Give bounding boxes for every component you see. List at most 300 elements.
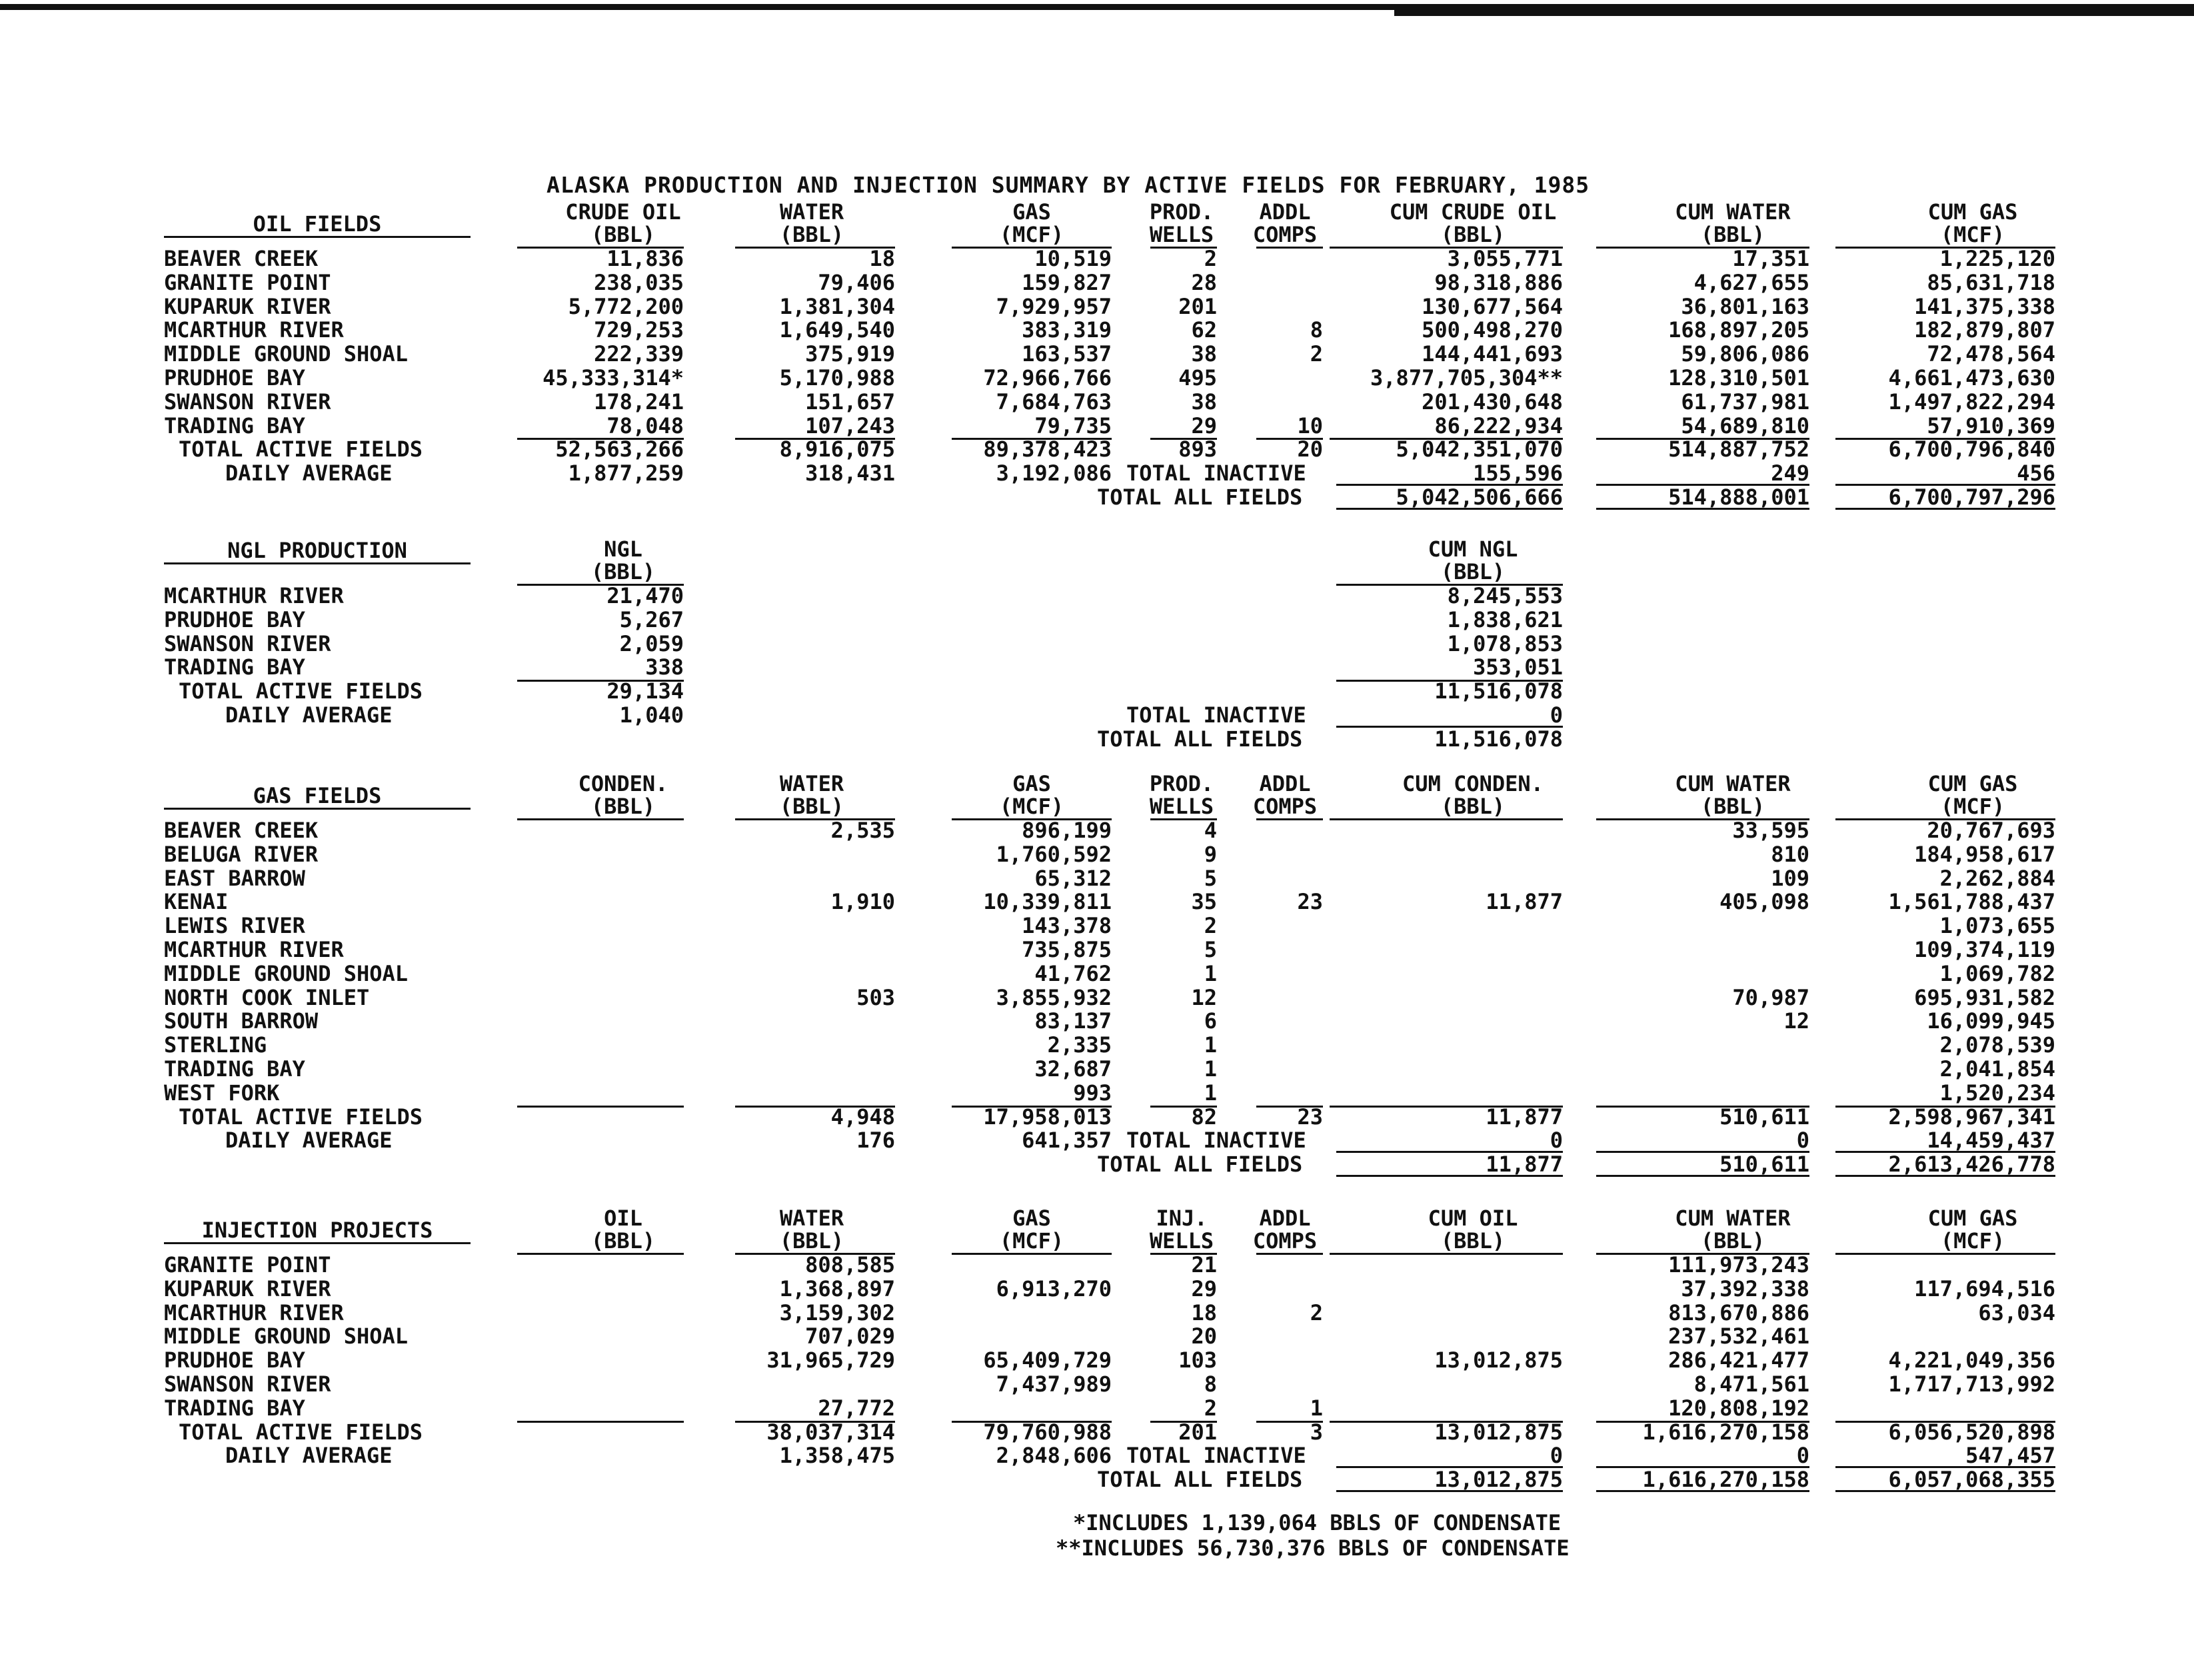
- total-value: 11,877: [1486, 1104, 1563, 1130]
- header-rule: [952, 1253, 1112, 1255]
- cell-value: 1,225,120: [1939, 246, 2055, 271]
- cell-value: 5: [1204, 937, 1217, 962]
- total-rule: [517, 1106, 684, 1108]
- cell-value: 7,437,989: [996, 1371, 1112, 1397]
- cell-value: 1,078,853: [1447, 630, 1563, 656]
- cell-value: 222,339: [594, 341, 684, 367]
- total-value: 13,012,875: [1434, 1419, 1563, 1445]
- column-unit: WELLS: [1149, 1228, 1214, 1254]
- field-name: EAST BARROW: [164, 865, 305, 891]
- column-header: ADDL: [1259, 1206, 1311, 1231]
- column-header: GAS: [1012, 199, 1051, 225]
- section-heading: NGL PRODUCTION: [164, 538, 471, 564]
- daily-value: 1,040: [619, 702, 684, 728]
- cell-value: 72,478,564: [1927, 341, 2055, 367]
- header-rule: [1256, 247, 1323, 249]
- cell-value: 2: [1204, 1395, 1217, 1421]
- column-header: CUM WATER: [1675, 199, 1791, 225]
- cell-value: 18: [869, 246, 895, 271]
- cell-value: 103: [1178, 1347, 1217, 1373]
- cell-value: 338: [645, 654, 684, 680]
- cell-value: 4,661,473,630: [1888, 365, 2055, 391]
- field-name: SWANSON RIVER: [164, 1371, 331, 1397]
- total-value: 38,037,314: [766, 1419, 895, 1445]
- cell-value: 12: [1191, 984, 1217, 1010]
- section-heading: OIL FIELDS: [164, 212, 471, 238]
- cell-value: 1,368,897: [779, 1275, 895, 1301]
- report-title: ALASKA PRODUCTION AND INJECTION SUMMARY BY ACTIVE FIELDS FOR FEBRUARY, 1985: [547, 172, 1590, 198]
- cell-value: 6: [1204, 1008, 1217, 1034]
- cell-value: 85,631,718: [1927, 269, 2055, 295]
- column-header: CUM NGL: [1428, 536, 1518, 562]
- total-value: 2,598,967,341: [1888, 1104, 2055, 1130]
- cell-value: 182,879,807: [1914, 317, 2055, 343]
- field-name: TRADING BAY: [164, 654, 305, 680]
- daily-label: DAILY AVERAGE: [225, 702, 393, 728]
- total-value: 89,378,423: [983, 436, 1112, 462]
- column-unit: (MCF): [1940, 794, 2005, 819]
- all-value: 5,042,506,666: [1396, 484, 1563, 510]
- total-rule: [517, 1421, 684, 1423]
- cell-value: 6,913,270: [996, 1275, 1112, 1301]
- cell-value: 57,910,369: [1927, 413, 2055, 438]
- cell-value: 7,684,763: [996, 389, 1112, 415]
- total-value: 79,760,988: [983, 1419, 1112, 1445]
- cell-value: 735,875: [1022, 937, 1112, 962]
- field-name: PRUDHOE BAY: [164, 606, 305, 632]
- cell-value: 23: [1297, 889, 1323, 915]
- column-header: OIL: [604, 1206, 642, 1231]
- cell-value: 130,677,564: [1422, 293, 1563, 319]
- cell-value: 9: [1204, 841, 1217, 867]
- column-header: CUM WATER: [1675, 771, 1791, 796]
- total-value: 17,958,013: [983, 1104, 1112, 1130]
- cell-value: 201,430,648: [1422, 389, 1563, 415]
- field-name: PRUDHOE BAY: [164, 365, 305, 391]
- cell-value: 61,737,981: [1681, 389, 1809, 415]
- column-unit: (BBL): [590, 1228, 656, 1254]
- column-header: PROD.: [1149, 771, 1214, 796]
- all-value: 6,057,068,355: [1888, 1467, 2055, 1493]
- cell-value: 8: [1204, 1371, 1217, 1397]
- cell-value: 10: [1297, 413, 1323, 438]
- column-unit: (BBL): [590, 559, 656, 584]
- field-name: MCARTHUR RIVER: [164, 583, 344, 608]
- all-rule: [1835, 1490, 2055, 1492]
- header-rule: [1256, 1253, 1323, 1255]
- total-value: 1,616,270,158: [1642, 1419, 1809, 1445]
- column-header: PROD.: [1149, 199, 1214, 225]
- field-name: PRUDHOE BAY: [164, 1347, 305, 1373]
- total-value: 3: [1310, 1419, 1323, 1445]
- column-header: ADDL: [1259, 771, 1311, 796]
- all-rule: [1336, 1175, 1563, 1177]
- cell-value: 2,335: [1047, 1032, 1112, 1058]
- cell-value: 83,137: [1034, 1008, 1112, 1034]
- all-value: 514,888,001: [1668, 484, 1809, 510]
- cell-value: 2,078,539: [1939, 1032, 2055, 1058]
- field-name: SWANSON RIVER: [164, 630, 331, 656]
- field-name: SOUTH BARROW: [164, 1008, 319, 1034]
- cell-value: 111,973,243: [1668, 1252, 1809, 1277]
- cell-value: 1,561,788,437: [1888, 889, 2055, 915]
- total-inactive-label: TOTAL INACTIVE: [1126, 1128, 1306, 1154]
- cell-value: 184,958,617: [1914, 841, 2055, 867]
- cell-value: 38: [1191, 341, 1217, 367]
- field-name: MIDDLE GROUND SHOAL: [164, 1323, 409, 1349]
- all-rule: [1835, 508, 2055, 510]
- field-name: KUPARUK RIVER: [164, 1275, 331, 1301]
- cell-value: 2: [1310, 1299, 1323, 1325]
- inactive-value: 0: [1550, 702, 1563, 728]
- daily-value: 2,848,606: [996, 1443, 1112, 1469]
- inactive-value: 155,596: [1473, 460, 1563, 486]
- column-unit: (BBL): [1440, 222, 1506, 247]
- cell-value: 159,827: [1022, 269, 1112, 295]
- cell-value: 20,767,693: [1927, 818, 2055, 843]
- field-name: BELUGA RIVER: [164, 841, 319, 867]
- cell-value: 4,627,655: [1693, 269, 1809, 295]
- cell-value: 5,170,988: [779, 365, 895, 391]
- cell-value: 1,073,655: [1939, 913, 2055, 939]
- inactive-value: 249: [1771, 460, 1809, 486]
- field-name: MIDDLE GROUND SHOAL: [164, 960, 409, 986]
- cell-value: 1,838,621: [1447, 606, 1563, 632]
- cell-value: 21,470: [606, 583, 684, 608]
- total-label: TOTAL ACTIVE FIELDS: [179, 436, 423, 462]
- cell-value: 1,497,822,294: [1888, 389, 2055, 415]
- total-value: 11,516,078: [1434, 678, 1563, 704]
- column-unit: WELLS: [1149, 222, 1214, 247]
- column-unit: (BBL): [1440, 794, 1506, 819]
- total-value: 23: [1297, 1104, 1323, 1130]
- cell-value: 729,253: [594, 317, 684, 343]
- cell-value: 5,772,200: [568, 293, 684, 319]
- cell-value: 120,808,192: [1668, 1395, 1809, 1421]
- field-name: TRADING BAY: [164, 1056, 305, 1082]
- field-name: BEAVER CREEK: [164, 246, 319, 271]
- field-name: GRANITE POINT: [164, 1252, 331, 1277]
- cell-value: 144,441,693: [1422, 341, 1563, 367]
- cell-value: 10,519: [1034, 246, 1112, 271]
- total-value: 6,700,796,840: [1888, 436, 2055, 462]
- column-header: CUM CONDEN.: [1402, 771, 1544, 796]
- cell-value: 29: [1191, 413, 1217, 438]
- field-name: SWANSON RIVER: [164, 389, 331, 415]
- field-name: MIDDLE GROUND SHOAL: [164, 341, 409, 367]
- cell-value: 70,987: [1732, 984, 1809, 1010]
- column-header: INJ.: [1156, 1206, 1208, 1231]
- all-value: 510,611: [1719, 1152, 1809, 1178]
- cell-value: 8,245,553: [1447, 583, 1563, 608]
- cell-value: 35: [1191, 889, 1217, 915]
- total-label: TOTAL ACTIVE FIELDS: [179, 1419, 423, 1445]
- column-header: CUM GAS: [1927, 199, 2018, 225]
- column-header: WATER: [779, 771, 844, 796]
- daily-label: DAILY AVERAGE: [225, 1443, 393, 1469]
- cell-value: 383,319: [1022, 317, 1112, 343]
- total-value: 20: [1297, 436, 1323, 462]
- cell-value: 286,421,477: [1668, 1347, 1809, 1373]
- column-unit: (BBL): [779, 794, 844, 819]
- total-inactive-label: TOTAL INACTIVE: [1126, 460, 1306, 486]
- cell-value: 707,029: [805, 1323, 895, 1349]
- cell-value: 813,670,886: [1668, 1299, 1809, 1325]
- column-unit: (BBL): [1440, 1228, 1506, 1254]
- all-value: 2,613,426,778: [1888, 1152, 2055, 1178]
- header-rule: [1330, 1253, 1563, 1255]
- all-value: 6,700,797,296: [1888, 484, 2055, 510]
- cell-value: 810: [1771, 841, 1809, 867]
- cell-value: 12: [1783, 1008, 1809, 1034]
- cell-value: 500,498,270: [1422, 317, 1563, 343]
- cell-value: 993: [1073, 1080, 1112, 1106]
- cell-value: 72,966,766: [983, 365, 1112, 391]
- all-value: 11,877: [1486, 1152, 1563, 1178]
- top-border: [0, 0, 2194, 20]
- cell-value: 63,034: [1978, 1299, 2055, 1325]
- all-rule: [1596, 1175, 1809, 1177]
- cell-value: 11,836: [606, 246, 684, 271]
- total-value: 4,948: [830, 1104, 895, 1130]
- daily-value: 1,358,475: [779, 1443, 895, 1469]
- cell-value: 1: [1204, 1080, 1217, 1106]
- cell-value: 2: [1204, 246, 1217, 271]
- cell-value: 29: [1191, 1275, 1217, 1301]
- total-all-label: TOTAL ALL FIELDS: [1097, 1467, 1303, 1493]
- cell-value: 151,657: [805, 389, 895, 415]
- field-name: WEST FORK: [164, 1080, 280, 1106]
- total-value: 893: [1178, 436, 1217, 462]
- cell-value: 7,929,957: [996, 293, 1112, 319]
- cell-value: 141,375,338: [1914, 293, 2055, 319]
- column-unit: (MCF): [1940, 222, 2005, 247]
- cell-value: 503: [856, 984, 895, 1010]
- cell-value: 45,333,314*: [543, 365, 684, 391]
- field-name: TRADING BAY: [164, 413, 305, 438]
- cell-value: 10,339,811: [983, 889, 1112, 915]
- column-unit: (BBL): [1700, 1228, 1765, 1254]
- inactive-value: 0: [1550, 1443, 1563, 1469]
- header-rule: [1256, 818, 1323, 820]
- header-rule: [1835, 1253, 2055, 1255]
- column-header: CONDEN.: [578, 771, 668, 796]
- cell-value: 117,694,516: [1914, 1275, 2055, 1301]
- cell-value: 28: [1191, 269, 1217, 295]
- cell-value: 65,312: [1034, 865, 1112, 891]
- cell-value: 107,243: [805, 413, 895, 438]
- all-rule: [1835, 1175, 2055, 1177]
- section-heading: GAS FIELDS: [164, 784, 471, 810]
- column-header: CUM CRUDE OIL: [1389, 199, 1557, 225]
- field-name: MCARTHUR RIVER: [164, 1299, 344, 1325]
- daily-value: 1,877,259: [568, 460, 684, 486]
- cell-value: 237,532,461: [1668, 1323, 1809, 1349]
- cell-value: 8: [1310, 317, 1323, 343]
- inactive-value: 0: [1796, 1443, 1809, 1469]
- column-unit: (BBL): [779, 222, 844, 247]
- cell-value: 2: [1204, 913, 1217, 939]
- total-value: 82: [1191, 1104, 1217, 1130]
- cell-value: 495: [1178, 365, 1217, 391]
- cell-value: 2: [1310, 341, 1323, 367]
- header-rule: [517, 1253, 684, 1255]
- cell-value: 178,241: [594, 389, 684, 415]
- column-unit: (BBL): [1700, 222, 1765, 247]
- cell-value: 2,041,854: [1939, 1056, 2055, 1082]
- cell-value: 163,537: [1022, 341, 1112, 367]
- cell-value: 79,735: [1034, 413, 1112, 438]
- cell-value: 65,409,729: [983, 1347, 1112, 1373]
- total-value: 6,056,520,898: [1888, 1419, 2055, 1445]
- cell-value: 1,910: [830, 889, 895, 915]
- column-header: CUM GAS: [1927, 771, 2018, 796]
- cell-value: 27,772: [818, 1395, 895, 1421]
- all-value: 11,516,078: [1434, 726, 1563, 752]
- total-value: 510,611: [1719, 1104, 1809, 1130]
- cell-value: 375,919: [805, 341, 895, 367]
- cell-value: 13,012,875: [1434, 1347, 1563, 1373]
- field-name: LEWIS RIVER: [164, 913, 305, 939]
- column-unit: (MCF): [1940, 1228, 2005, 1254]
- cell-value: 16,099,945: [1927, 1008, 2055, 1034]
- column-unit: (BBL): [779, 1228, 844, 1254]
- field-name: MCARTHUR RIVER: [164, 937, 344, 962]
- cell-value: 11,877: [1486, 889, 1563, 915]
- column-unit: COMPS: [1252, 1228, 1318, 1254]
- field-name: GRANITE POINT: [164, 269, 331, 295]
- total-label: TOTAL ACTIVE FIELDS: [179, 678, 423, 704]
- daily-label: DAILY AVERAGE: [225, 460, 393, 486]
- cell-value: 21: [1191, 1252, 1217, 1277]
- daily-value: 3,192,086: [996, 460, 1112, 486]
- cell-value: 201: [1178, 293, 1217, 319]
- field-name: STERLING: [164, 1032, 267, 1058]
- cell-value: 1: [1204, 1032, 1217, 1058]
- cell-value: 31,965,729: [766, 1347, 895, 1373]
- all-rule: [1596, 1490, 1809, 1492]
- cell-value: 3,055,771: [1447, 246, 1563, 271]
- field-name: MCARTHUR RIVER: [164, 317, 344, 343]
- total-value: 201: [1178, 1419, 1217, 1445]
- cell-value: 1,520,234: [1939, 1080, 2055, 1106]
- column-unit: (BBL): [1440, 559, 1506, 584]
- total-value: 52,563,266: [555, 436, 684, 462]
- column-header: CUM WATER: [1675, 1206, 1791, 1231]
- column-header: NGL: [604, 536, 642, 562]
- column-unit: (BBL): [590, 222, 656, 247]
- cell-value: 2,059: [619, 630, 684, 656]
- inactive-value: 456: [2017, 460, 2055, 486]
- column-header: GAS: [1012, 1206, 1051, 1231]
- all-value: 13,012,875: [1434, 1467, 1563, 1493]
- field-name: NORTH COOK INLET: [164, 984, 370, 1010]
- total-label: TOTAL ACTIVE FIELDS: [179, 1104, 423, 1130]
- column-header: ADDL: [1259, 199, 1311, 225]
- all-rule: [1336, 1490, 1563, 1492]
- cell-value: 3,159,302: [779, 1299, 895, 1325]
- daily-value: 176: [856, 1128, 895, 1154]
- cell-value: 59,806,086: [1681, 341, 1809, 367]
- field-name: KENAI: [164, 889, 229, 915]
- cell-value: 41,762: [1034, 960, 1112, 986]
- cell-value: 1,381,304: [779, 293, 895, 319]
- column-unit: (MCF): [999, 1228, 1064, 1254]
- column-header: WATER: [779, 1206, 844, 1231]
- cell-value: 37,392,338: [1681, 1275, 1809, 1301]
- all-value: 1,616,270,158: [1642, 1467, 1809, 1493]
- cell-value: 4: [1204, 818, 1217, 843]
- field-name: BEAVER CREEK: [164, 818, 319, 843]
- cell-value: 168,897,205: [1668, 317, 1809, 343]
- cell-value: 36,801,163: [1681, 293, 1809, 319]
- field-name: TRADING BAY: [164, 1395, 305, 1421]
- footnote-2: **INCLUDES 56,730,376 BBLS OF CONDENSATE: [1056, 1535, 1570, 1561]
- all-rule: [1596, 508, 1809, 510]
- column-unit: (BBL): [590, 794, 656, 819]
- total-value: 5,042,351,070: [1396, 436, 1563, 462]
- daily-value: 641,357: [1022, 1128, 1112, 1154]
- cell-value: 353,051: [1473, 654, 1563, 680]
- cell-value: 143,378: [1022, 913, 1112, 939]
- cell-value: 62: [1191, 317, 1217, 343]
- cell-value: 86,222,934: [1434, 413, 1563, 438]
- cell-value: 1,760,592: [996, 841, 1112, 867]
- cell-value: 695,931,582: [1914, 984, 2055, 1010]
- cell-value: 1,717,713,992: [1888, 1371, 2055, 1397]
- total-inactive-label: TOTAL INACTIVE: [1126, 1443, 1306, 1469]
- cell-value: 238,035: [594, 269, 684, 295]
- total-all-label: TOTAL ALL FIELDS: [1097, 1152, 1303, 1178]
- inactive-value: 0: [1550, 1128, 1563, 1154]
- cell-value: 3,877,705,304**: [1370, 365, 1563, 391]
- header-rule: [517, 818, 684, 820]
- total-inactive-label: TOTAL INACTIVE: [1126, 702, 1306, 728]
- cell-value: 1: [1310, 1395, 1323, 1421]
- header-rule: [1330, 818, 1563, 820]
- cell-value: 33,595: [1732, 818, 1809, 843]
- field-name: KUPARUK RIVER: [164, 293, 331, 319]
- cell-value: 405,098: [1719, 889, 1809, 915]
- column-unit: (BBL): [1700, 794, 1765, 819]
- cell-value: 109,374,119: [1914, 937, 2055, 962]
- cell-value: 54,689,810: [1681, 413, 1809, 438]
- cell-value: 1: [1204, 960, 1217, 986]
- column-header: CUM OIL: [1428, 1206, 1518, 1231]
- total-all-label: TOTAL ALL FIELDS: [1097, 726, 1303, 752]
- cell-value: 79,406: [818, 269, 895, 295]
- footnote-1: *INCLUDES 1,139,064 BBLS OF CONDENSATE: [1073, 1510, 1562, 1535]
- cell-value: 1,069,782: [1939, 960, 2055, 986]
- column-unit: COMPS: [1252, 794, 1318, 819]
- cell-value: 4,221,049,356: [1888, 1347, 2055, 1373]
- cell-value: 5: [1204, 865, 1217, 891]
- daily-label: DAILY AVERAGE: [225, 1128, 393, 1154]
- cell-value: 1: [1204, 1056, 1217, 1082]
- column-header: WATER: [779, 199, 844, 225]
- total-all-label: TOTAL ALL FIELDS: [1097, 484, 1303, 510]
- cell-value: 808,585: [805, 1252, 895, 1277]
- total-value: 8,916,075: [779, 436, 895, 462]
- inactive-value: 14,459,437: [1927, 1128, 2055, 1154]
- cell-value: 2,262,884: [1939, 865, 2055, 891]
- daily-value: 318,431: [805, 460, 895, 486]
- column-unit: COMPS: [1252, 222, 1318, 247]
- cell-value: 38: [1191, 389, 1217, 415]
- cell-value: 5,267: [619, 606, 684, 632]
- column-unit: WELLS: [1149, 794, 1214, 819]
- cell-value: 8,471,561: [1693, 1371, 1809, 1397]
